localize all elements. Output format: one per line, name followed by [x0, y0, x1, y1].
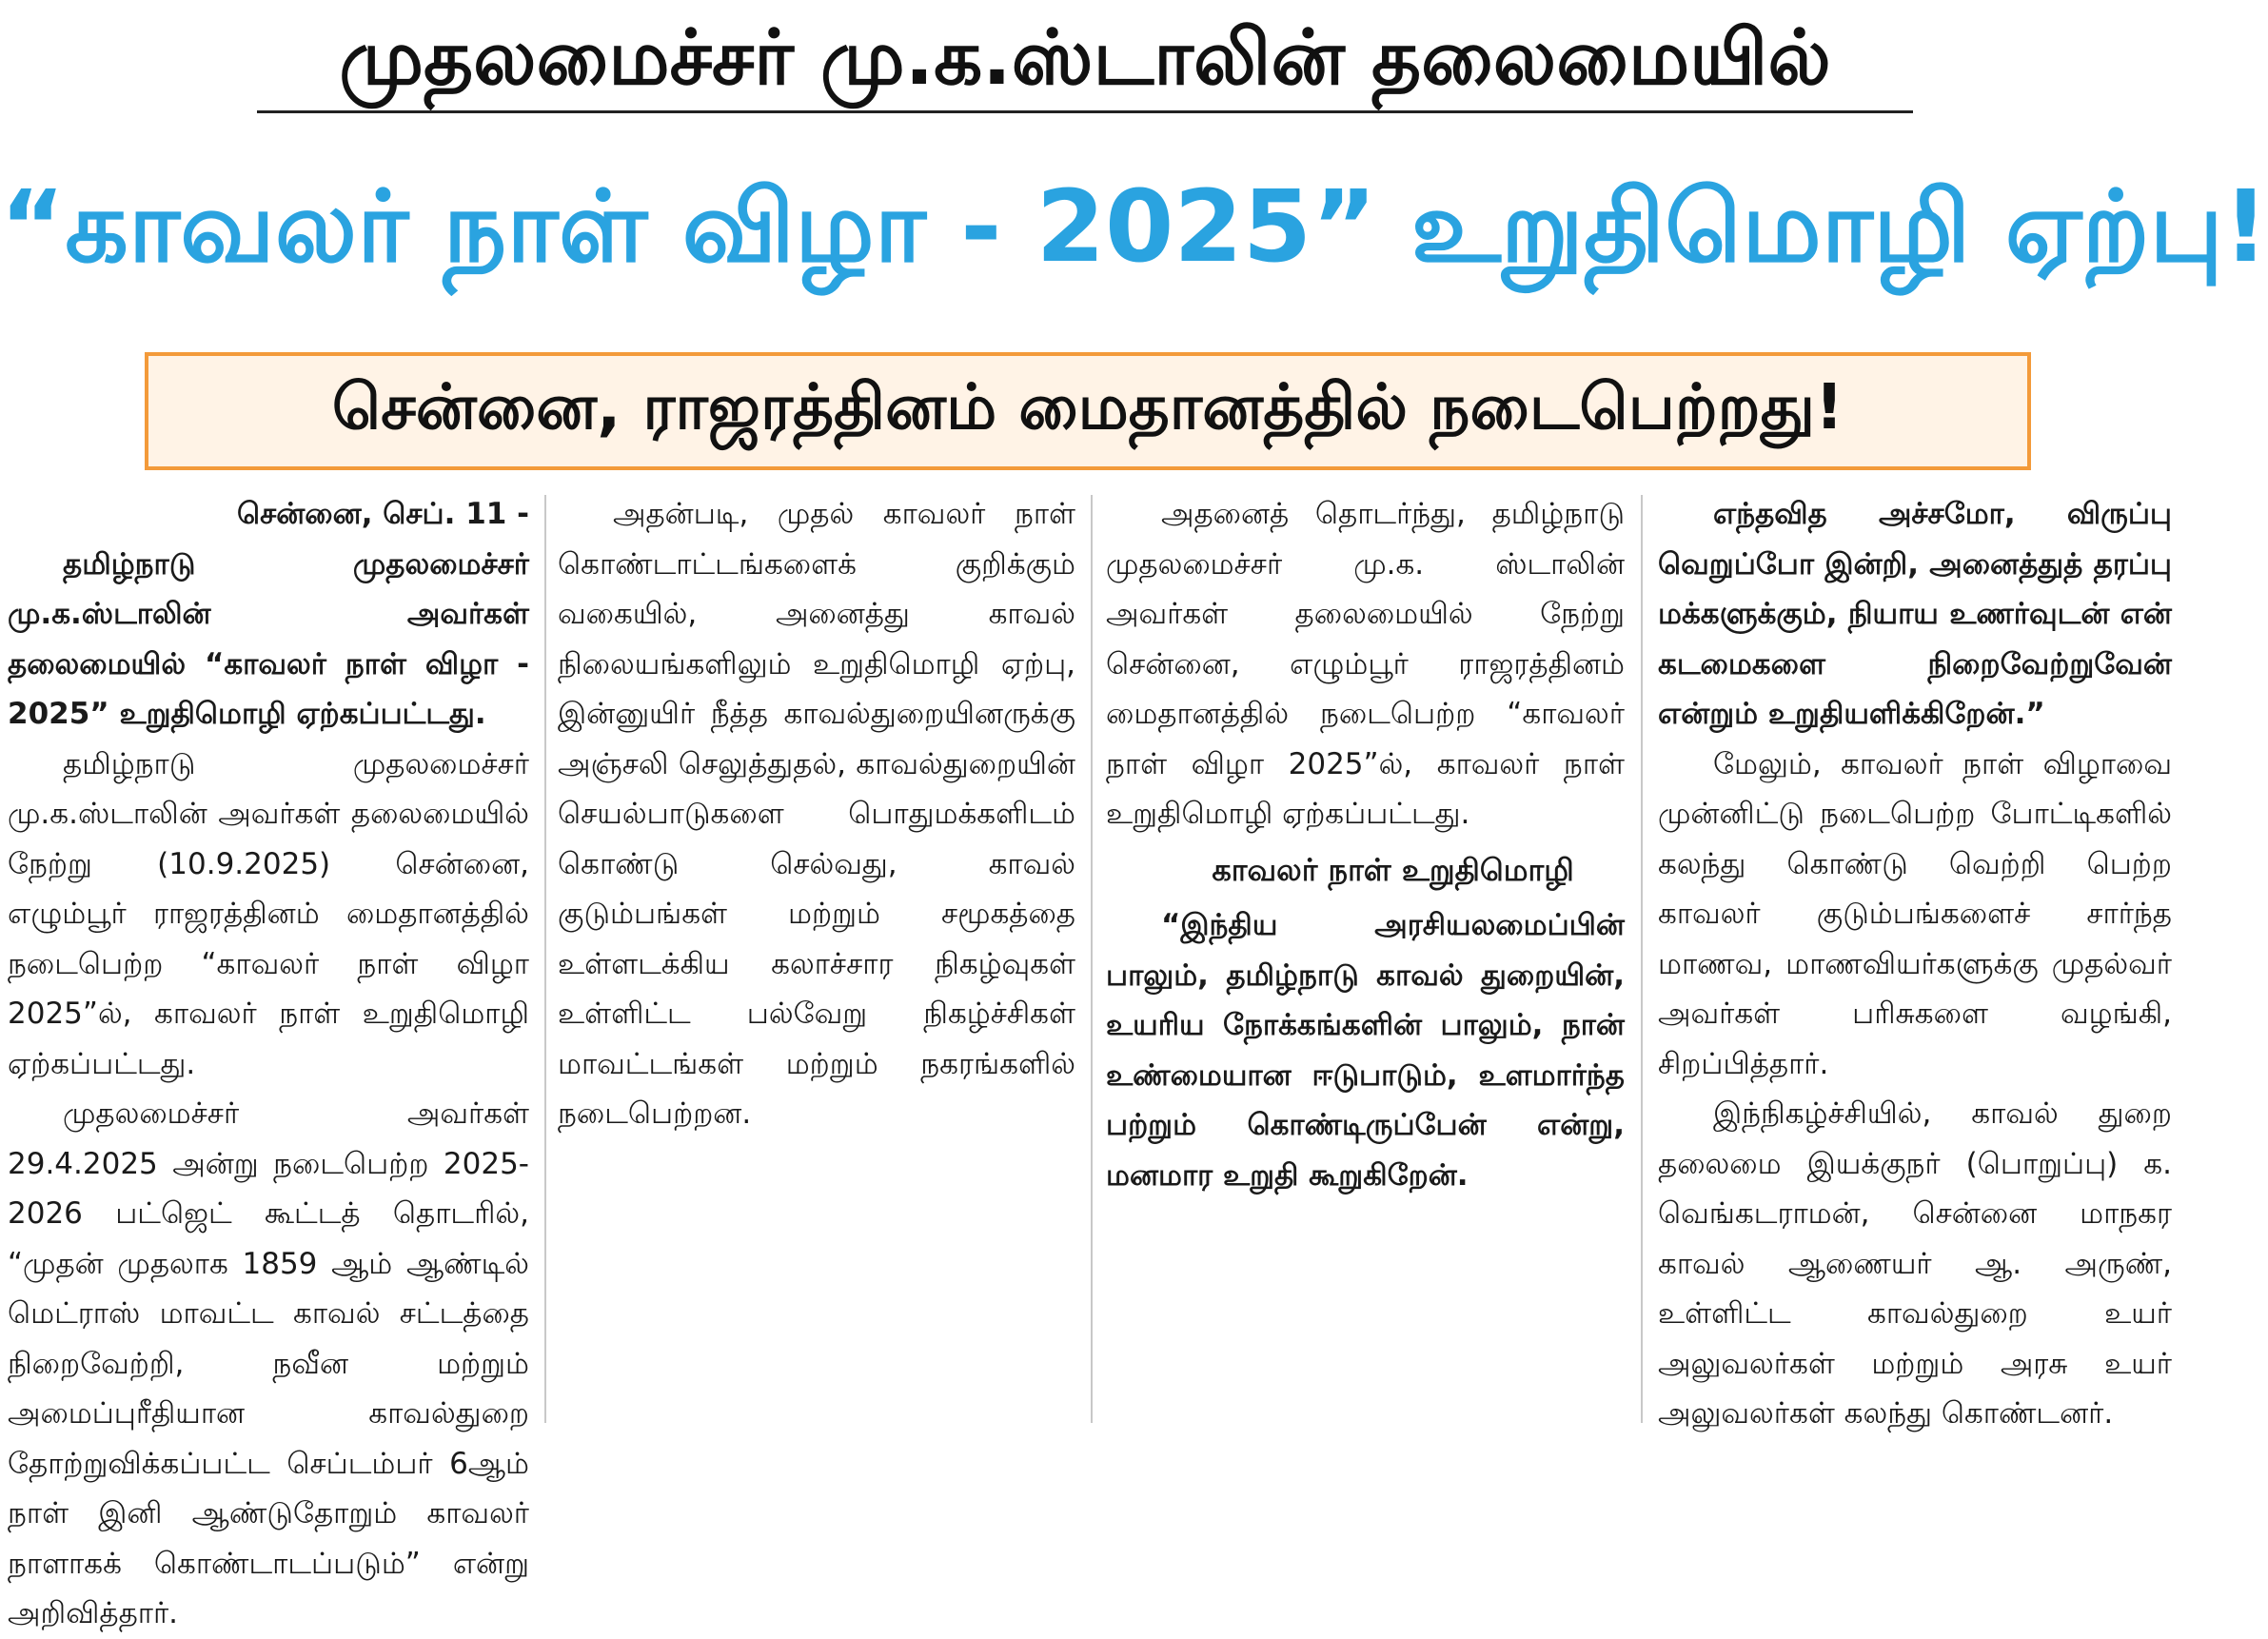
article-paragraph: அதன்படி, முதல் காவலர் நாள் கொண்டாட்டங்களைக் குறிக்கும் வகையில், அனைத்து காவல் நிலையங்களிலும் உறுதிமொழி ஏற்பு, இன்னுயிர் நீத்த காவல்துறையினருக்கு அஞ்சலி செலுத்துதல், காவல்துறையின் செயல்பாடுகளை பொதுமக்களிடம் கொண்டு செல்வது, காவல் குடும்பங்கள் மற்றும் சமூகத்தை உள்ளடக்கிய கலாச்சார நிகழ்வுகள் உள்ளிட்ட பல்வேறு நிகழ்ச்சிகள் மாவட்டங்கள் மற்றும் நகரங்களில் நடைபெற்றன.	[558, 497, 1075, 1131]
article-paragraph: அதனைத் தொடர்ந்து, தமிழ்நாடு முதலமைச்சர் மு.க. ஸ்டாலின் அவர்கள் தலைமையில் நேற்று சென்னை, எழும்பூர் ராஜரத்தினம் மைதானத்தில் நடைபெற்ற “காவலர் நாள் விழா 2025”ல், காவலர் நாள் உறுதிமொழி ஏற்கப்பட்டது.	[1106, 497, 1625, 831]
article-paragraph: இந்நிகழ்ச்சியில், காவல் துறை தலைமை இயக்குநர் (பொறுப்பு) க. வெங்கடராமன், சென்னை மாநகர காவல் ஆணையர் ஆ. அருண், உள்ளிட்ட காவல்துறை உயர் அலுவலர்கள் மற்றும் அரசு உயர் அலுவலர்கள் கலந்து கொண்டனர்.	[1658, 1096, 2172, 1431]
article-paragraph: மேலும், காவலர் நாள் விழாவை முன்னிட்டு நடைபெற்ற போட்டிகளில் கலந்து கொண்டு வெற்றி பெற்ற காவலர் குடும்பங்களைச் சார்ந்த மாணவ, மாணவியர்களுக்கு முதல்வர் அவர்கள் பரிசுகளை வழங்கி, சிறப்பித்தார்.	[1658, 746, 2172, 1081]
article-column-1	[8, 489, 529, 1630]
dateline: சென்னை, செப். 11 -	[236, 497, 529, 531]
subheadline: சென்னை, ராஜரத்தினம் மைதானத்தில் நடைபெற்றது!	[331, 370, 1844, 444]
column-divider	[544, 495, 546, 1423]
article-column-2	[558, 489, 1075, 1432]
article-column-3	[1106, 489, 1625, 1432]
oath-paragraph: “இந்திய அரசியலமைப்பின் பாலும், தமிழ்நாடு காவல் துறையின், உயரிய நோக்கங்களின் பாலும், நான் உண்மையான ஈடுபாடும், உளமார்ந்த பற்றும் கொண்டிருப்பேன் என்று, மனமார உறுதி கூறுகிறேன்.	[1106, 908, 1625, 1193]
oath-heading: காவலர் நாள் உறுதிமொழி	[1212, 851, 1574, 888]
oath-paragraph: எந்தவித அச்சமோ, விருப்பு வெறுப்போ இன்றி, அனைத்துத் தரப்பு மக்களுக்கும், நியாய உணர்வுடன் என் கடமைகளை நிறைவேற்றுவேன் என்றும் உறுதியளிக்கிறேன்.”	[1658, 497, 2172, 731]
kicker-title: முதலமைச்சர் மு.க.ஸ்டாலின் தலைமையில்	[257, 6, 1913, 113]
column-divider	[1091, 495, 1093, 1423]
lead-paragraph: தமிழ்நாடு முதலமைச்சர் மு.க.ஸ்டாலின் அவர்கள் தலைமையில் “காவலர் நாள் விழா - 2025” உறுதிமொழி ஏற்கப்பட்டது.	[8, 546, 529, 731]
article-paragraph: தமிழ்நாடு முதலமைச்சர் மு.க.ஸ்டாலின் அவர்கள் தலைமையில் நேற்று (10.9.2025) சென்னை, எழும்பூர் ராஜரத்தினம் மைதானத்தில் நடைபெற்ற “காவலர் நாள் விழா 2025”ல், காவலர் நாள் உறுதிமொழி ஏற்கப்பட்டது.	[8, 746, 529, 1081]
column-divider	[1641, 495, 1643, 1423]
page-headline: “காவலர் நாள் விழா - 2025” உறுதிமொழி ஏற்பு!	[0, 168, 2268, 285]
subheadline-box	[145, 352, 2031, 470]
article-paragraph: முதலமைச்சர் அவர்கள் 29.4.2025 அன்று நடைபெற்ற 2025-2026 பட்ஜெட் கூட்டத் தொடரில், “முதன் முதலாக 1859 ஆம் ஆண்டில் மெட்ராஸ் மாவட்ட காவல் சட்டத்தை நிறைவேற்றி, நவீன மற்றும் அமைப்புரீதியான காவல்துறை தோற்றுவிக்கப்பட்ட செப்டம்பர் 6ஆம் நாள் இனி ஆண்டுதோறும் காவலர் நாளாகக் கொண்டாடப்படும்” என்று அறிவித்தார்.	[8, 1096, 529, 1630]
article-column-4	[1658, 489, 2172, 1432]
